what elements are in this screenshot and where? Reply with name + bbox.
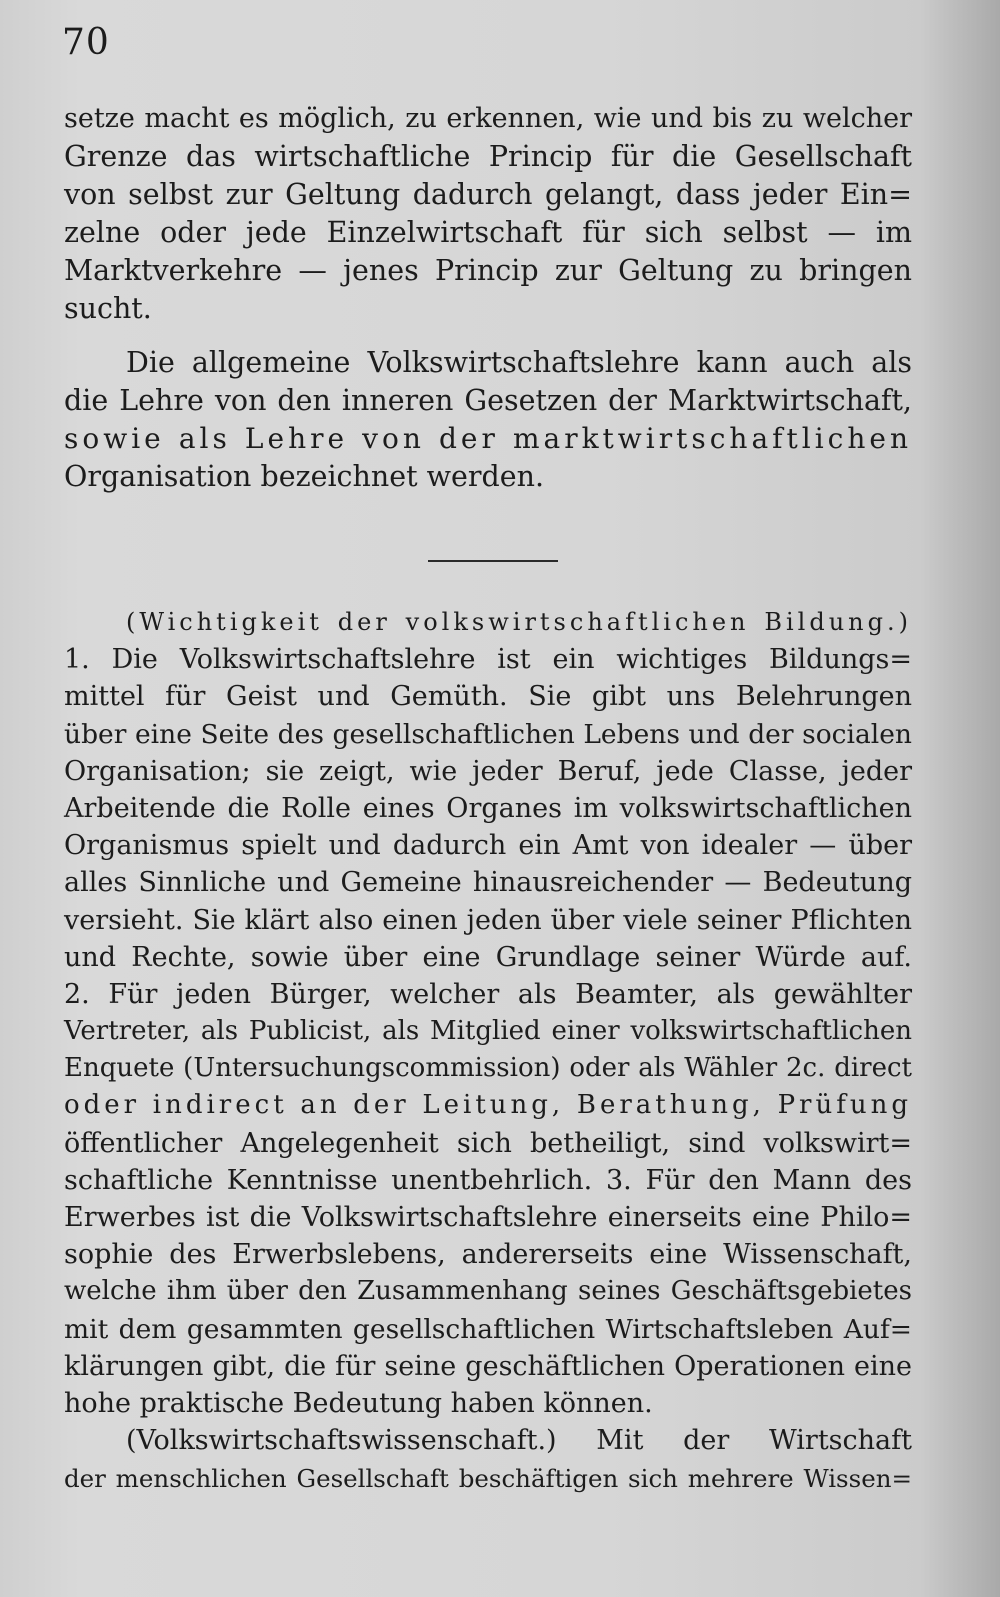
page-number: 70 [62,22,110,63]
economics-science-section [64,1422,912,1498]
text-line: mit dem gesammten gesellschaftlichen Wirtschaftsleben Auf= [64,1313,912,1345]
text-line: sophie des Erwerbslebens, andererseits eine Wissenschaft, [64,1239,912,1271]
text-line: welche ihm über den Zusammenhang seines Geschäftsgebietes [64,1276,912,1307]
text-line: Enquete (Untersuchungscommission) oder als Wähler 2c. direct [64,1053,912,1084]
text-line: über eine Seite des gesellschaftlichen Lebens und der socialen [64,718,912,750]
text-line: der menschlichen Gesellschaft beschäftigen sich mehrere Wissen= [64,1464,912,1493]
text-line: Erwerbes ist die Volkswirtschaftslehre einerseits eine Philo= [64,1202,912,1233]
education-section [64,604,912,1422]
text-line: alles Sinnliche und Gemeine hinausreichender — Bedeutung [64,867,912,899]
definition-paragraph [64,344,912,496]
text-line: Marktverkehre — jenes Princip zur Geltung zu bringen [64,254,912,287]
section-heading: (Wichtigkeit der volkswirtschaftlichen Bildung.) [126,608,912,636]
text-line: 1. Die Volkswirtschaftslehre ist ein wichtiges Bildungs= [64,644,912,676]
text-line: oder indirect an der Leitung, Berathung, Prüfung [64,1090,912,1121]
text-line: Organismus spielt und dadurch ein Amt von idealer — über [64,830,912,862]
text-line: Vertreter, als Publicist, als Mitglied einer volkswirtschaftlichen [64,1016,912,1047]
text-line: versieht. Sie klärt also einen jeden über viele seiner Pflichten [64,904,912,936]
text-line: mittel für Geist und Gemüth. Sie gibt uns Belehrungen [64,681,912,713]
text-line: hohe praktische Bedeutung haben können. [64,1387,653,1419]
text-line: öffentlicher Angelegenheit sich betheiligt, sind volkswirt= [64,1127,912,1159]
section-divider [428,560,558,562]
text-line: klärungen gibt, die für seine geschäftlichen Operationen eine [64,1350,912,1382]
text-line: zelne oder jede Einzelwirtschaft für sich selbst — im [64,216,912,249]
text-line: die Lehre von den inneren Gesetzen der Marktwirtschaft, [64,384,912,417]
text-line: setze macht es möglich, zu erkennen, wie und bis zu welcher [64,103,912,134]
section-heading: (Volkswirtschaftswissenschaft.) Mit der Wirtschaft [126,1425,912,1456]
text-line: von selbst zur Geltung dadurch gelangt, dass jeder Ein= [64,178,912,211]
text-line: schaftliche Kenntnisse unentbehrlich. 3. Für den Mann des [64,1164,912,1196]
text-line: Die allgemeine Volkswirtschaftslehre kann auch als [126,346,912,379]
text-line: und Rechte, sowie über eine Grundlage seiner Würde auf. [64,941,912,973]
text-line: Organisation bezeichnet werden. [64,460,545,493]
text-line: 2. Für jeden Bürger, welcher als Beamter, als gewählter [64,978,912,1010]
intro-paragraph [64,100,912,328]
text-line: Grenze das wirtschaftliche Princip für die Gesellschaft [64,140,912,173]
text-line: sucht. [64,292,152,325]
text-line: Arbeitende die Rolle eines Organes im volkswirtschaftlichen [64,792,912,824]
text-line: Organisation; sie zeigt, wie jeder Beruf, jede Classe, jeder [64,755,912,787]
text-line: sowie als Lehre von der marktwirtschaftlichen [64,422,912,455]
